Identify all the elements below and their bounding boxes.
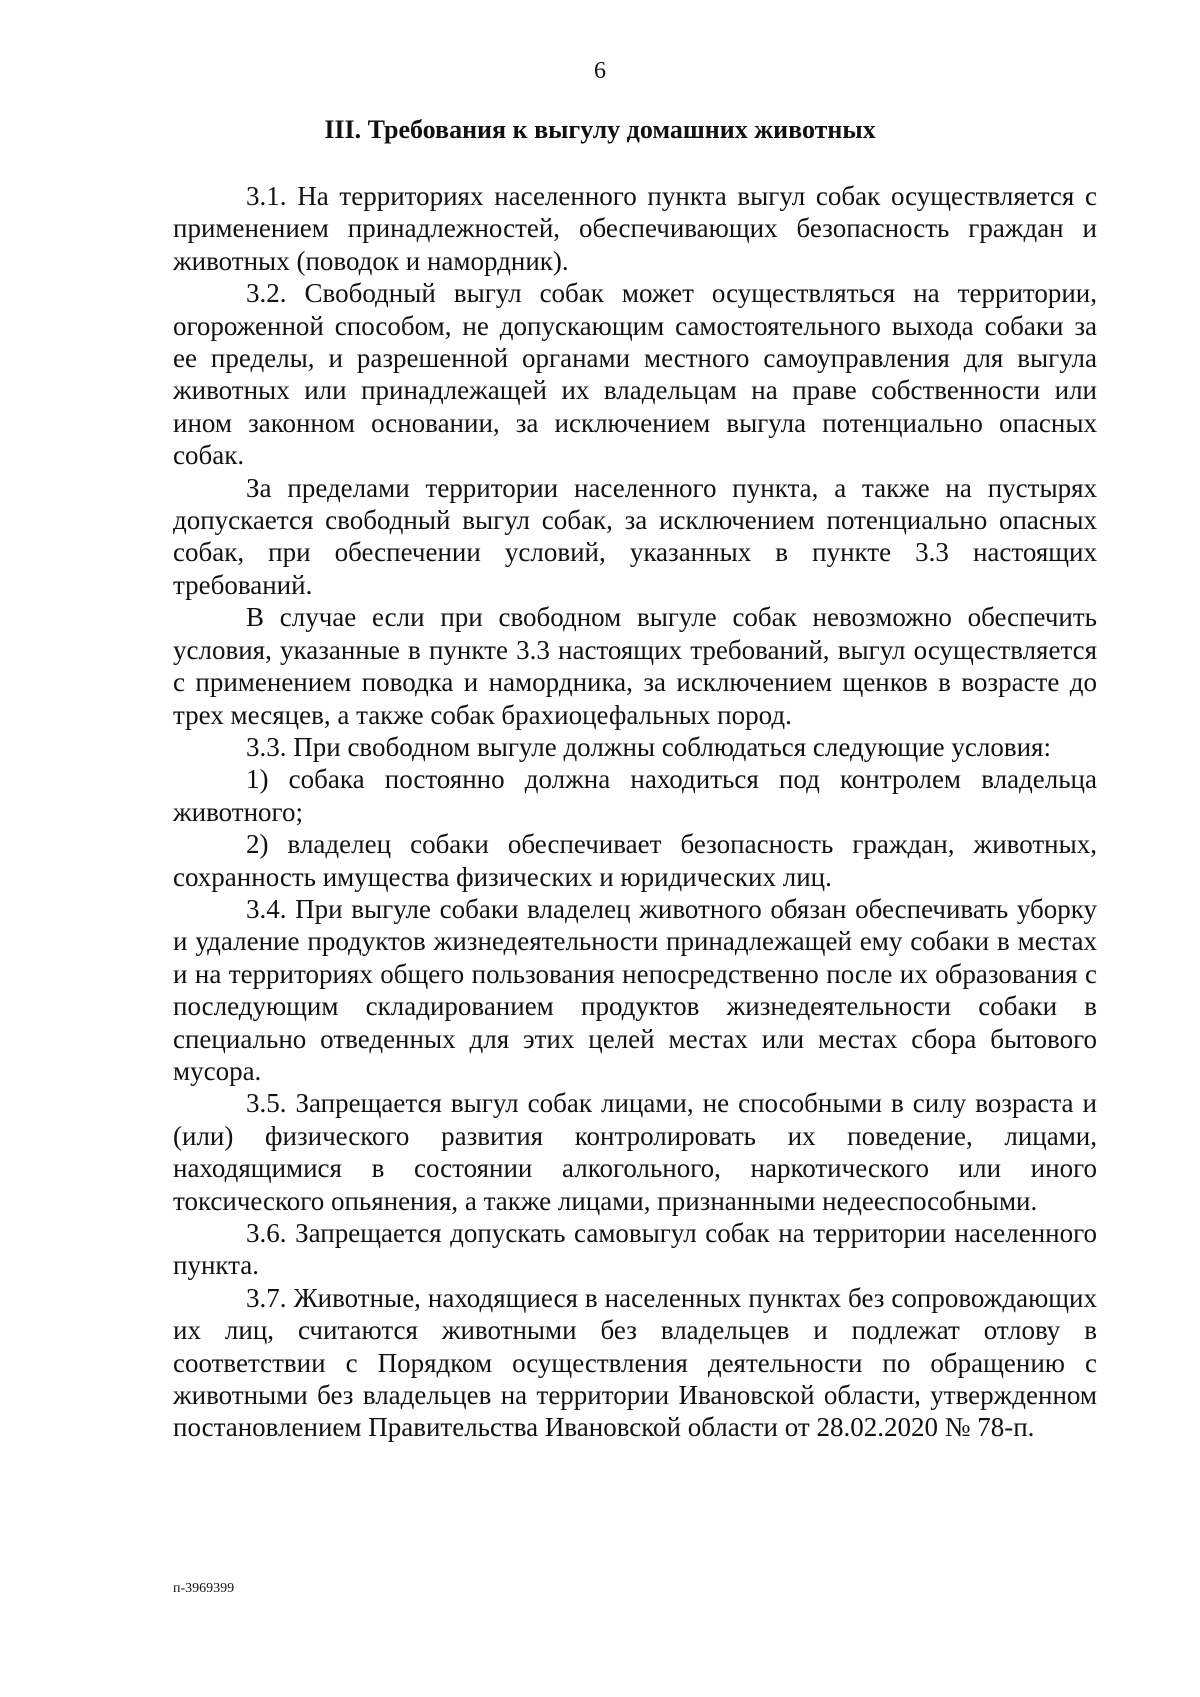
document-code: п-3969399 [173, 1581, 235, 1596]
section-title: III. Требования к выгулу домашних животных [324, 115, 876, 144]
paragraph-leash-requirement: В случае если при свободном выгуле собак невозможно обеспечить условия, указанные в пункте 3.3 настоящих требований, выгул осуществляется с применением поводка и намордника, за исключением щенков в возрасте до трех месяцев, а также собак брахиоцефальных пород. [173, 602, 1097, 730]
list-item-2: 2) владелец собаки обеспечивает безопасность граждан, животных, сохранность имущества физических и юридических лиц. [173, 829, 1097, 892]
paragraph-3-7: 3.7. Животные, находящиеся в населенных пунктах без сопровождающих их лиц, считаются животными без владельцев и подлежат отлову в соответствии с Порядком осуществления деятельности по обращению с животными без владельцев на территории Ивановской области, утвержденном постановлением Правительства Ивановской области от 28.02.2020 № 78-п. [173, 1282, 1097, 1443]
paragraph-3-2: 3.2. Свободный выгул собак может осуществляться на территории, огороженной способом, не допускающим самостоятельного выхода собаки за ее пределы, и разрешенной органами местного самоуправления для выгула животных или принадлежащей их владельцам на праве собственности или ином законном основании, за исключением выгула потенциально опасных собак. [173, 278, 1097, 471]
paragraph-3-3: 3.3. При свободном выгуле должны соблюдаться следующие условия: [246, 731, 1051, 762]
paragraph-3-6: 3.6. Запрещается допускать самовыгул собак на территории населенного пункта. [173, 1218, 1097, 1281]
paragraph-3-1: 3.1. На территориях населенного пункта выгул собак осуществляется с применением принадлежностей, обеспечивающих безопасность граждан и животных (поводок и намордник). [173, 181, 1097, 276]
paragraph-outside-settlement: За пределами территории населенного пункта, а также на пустырях допускается свободный выгул собак, за исключением потенциально опасных собак, при обеспечении условий, указанных в пункте 3.3 настоящих требований. [173, 472, 1097, 600]
paragraph-3-5: 3.5. Запрещается выгул собак лицами, не способными в силу возраста и (или) физического развития контролировать их поведение, лицами, находящимися в состоянии алкогольного, наркотического или иного токсического опьянения, а также лицами, признанными недееспособными. [173, 1088, 1097, 1216]
list-item-1: 1) собака постоянно должна находиться под контролем владельца животного; [173, 764, 1097, 827]
paragraph-3-4: 3.4. При выгуле собаки владелец животного обязан обеспечивать уборку и удаление продуктов жизнедеятельности принадлежащей ему собаки в местах и на территориях общего пользования непосредственно после их образования с последующим складированием продуктов жизнедеятельности собаки в специально отведенных для этих целей местах или местах сбора бытового мусора. [173, 893, 1097, 1086]
page-number: 6 [594, 58, 606, 84]
document-body [173, 180, 1097, 1444]
